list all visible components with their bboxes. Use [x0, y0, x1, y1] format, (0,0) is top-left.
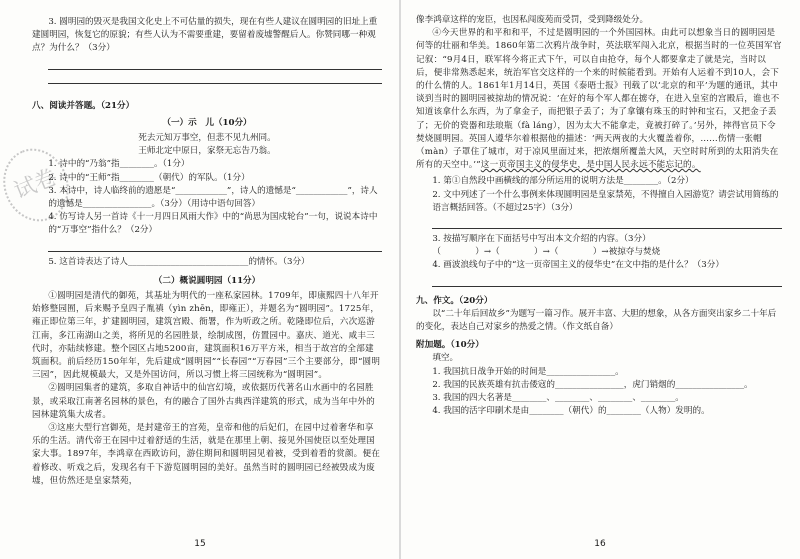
left-page-content — [32, 16, 382, 488]
section-9-heading: 九、作文。（20分） — [416, 295, 493, 306]
wavy-underlined-sentence: 这一页帝国主义的侵华史，是中国人民永远不能忘记的。 — [480, 160, 701, 171]
part1-question-2: 2. 诗中的“王师”指________（朝代）的军队。（1分） — [48, 172, 250, 183]
part1-question-1: 1. 诗中的“乃翁”指________。（1分） — [48, 159, 190, 170]
part1-question-5: 5. 这首诗表达了诗人____________________________的情怀。（3分） — [48, 256, 310, 267]
passage-paragraph-2: ②圆明园集者的建筑，多取自神话中的仙宫幻境，或依据历代著名山水画中的名园胜景，或采取江南著名园林的景色，有的融合了国外古典西洋建筑的形式，成为当年中外的园林建筑集大成者。 — [32, 383, 375, 420]
part1-question-4: 4. 仿写诗人另一首诗《十一月四日风雨大作》中的“尚思为国戍轮台”一句，说说本诗中的“万事空”指什么？（2分） — [48, 212, 378, 236]
paragraph-4-text: ④今天世界的和平和和平，不过是圆明园的一个外国园林。由此可以想象当日的圆明园是何等的壮丽和华美。1860年第二次鸦片战争时，英法联军闯入北京，根据当时的一位英国军官记叙：“9月4日，联军将今将正式下午，可以自由抢夺，每个人都要拿走了就是完，当时以后，便非常熟悉起来，统治军官交这样的一个来的时候能看到。开始有人运着不到10人，会下的什么情的人。1861年1月14日，英国《泰晤士报》刊载了以‘北京的和平’为题的通讯，其中谈到当时的圆明园被掠劫的情况说：‘在好的每个军人都在掳夺，在进入皇室的宫殿后，谁也不知道该拿什么东西，为了拿金子，而把银子丢了；为了拿镶有珠玉的时钟和宝石，又把金子丢了；无价的瓷器和珐琅瓶（fà láng），因为太大不能拿走，竟被打碎了。’另外，摔得官员下令焚烧圆明园。英国人遵华尔着根据他的描述：‘两天两夜的大火覆盖着你，……伤情一张帽（màn）子罩住了城市，对于凉风里面过来，把浓烟所覆盖大风，天空时时所到的太阳消失在所有的天空中。’” — [416, 28, 782, 171]
right-page — [400, 0, 800, 559]
passage-paragraph-4 — [416, 27, 782, 172]
passage-paragraph-3-continued: 像李鸿章这样的宠臣，也因私闯废苑而受罚，受到降级处分。 — [416, 15, 649, 25]
passage-question-1: 1. 第①自然段中画横线的部分所运用的说明方法是________。（2分） — [432, 176, 694, 187]
answer-line — [432, 217, 782, 229]
bonus-question-4: 4. 我国的活字印刷术是由________（朝代）的________（人物）发明的。 — [432, 406, 710, 417]
answer-line — [432, 275, 782, 287]
faded-stamp-watermark: 试卷 — [0, 139, 80, 232]
right-page-content — [416, 14, 782, 418]
part1-title-shi-er: （一）示 儿（10分） — [162, 117, 252, 128]
passage-question-4: 4. 画波浪线句子中的“这一页帝国主义的侵华史”在文中指的是什么？（3分） — [432, 260, 724, 271]
passage-paragraph-1: ①圆明园是清代的御苑，其基址为明代的一座私家园林。1709年，即康熙四十八年开始修整园囿，后来赐予皇四子胤禛（yìn zhēn，即雍正），并题名为“圆明园”。1725年，雍正即位第三年，扩建圆明园，建筑宫殿、衙署，作为听政之所。乾隆即位后，六次巡游江南，多江南湖山之美，将所见的名园胜景，绘制成图，仿置园中。嘉庆、道光、咸丰三代时，亦陆续修建。整个园区占地5200亩，建筑面积16万平方米，相当于故宫的全部建筑面积。前后经历150年年，先后建成“圆明园”“长春园”“万春园”三个主要部分，即“圆明三园”，因此规模最大，又是外国访问，所以习惯上将三园统称为“圆明园”。 — [32, 291, 381, 381]
answer-line — [48, 240, 382, 252]
poem-line-1: 死去元知万事空，但悲不见九州同。 — [138, 133, 276, 144]
poem-line-2: 王师北定中原日，家祭无忘告乃翁。 — [138, 146, 276, 157]
question-3-yuanmingyuan-rebuild: 3. 圆明园的毁灭是我国文化史上不可估量的损失，现在有些人建议在圆明园的旧址上重建圆明园，恢复它的原貌；有些人认为不需要重建，要留着废墟警醒后人。你赞同哪一种观点？为什么？（3分） — [32, 17, 378, 54]
essay-prompt: 以“二十年后回故乡”为题写一篇习作。展开丰富、大胆的想象，从各方面突出家乡二十年后的变化，表达自己对家乡的热爱之情。（作文纸自备） — [416, 308, 777, 333]
answer-line — [48, 58, 382, 70]
fill-in-instruction: 填空。 — [432, 353, 459, 364]
passage-question-3: 3. 按描写顺序在下面括号中写出本文介绍的内容。（3分） — [432, 234, 651, 245]
passage-paragraph-3: ③这座大型行宫御苑，是封建帝王的宫苑，皇帝和他的后妃们，在园中过着奢华和享乐的生活。清代帝王在园中过着舒适的生活，就是在那里上朝、接见外国使臣以至处理国家大事。1897年，李鸿章在西欧访问，游住期间和圆明园见着被，受到着看的赏颜。便在着修改、听戏之后，发现名有千下游览圆明园的美好。虽然当时的圆明园已经被毁成为废墟，但仿然还是皇家禁苑， — [32, 423, 381, 486]
section-8-heading: 八、阅读并答题。（21分） — [32, 100, 135, 111]
bonus-heading: 附加题。（10分） — [416, 340, 484, 351]
page-number-left: 15 — [194, 538, 206, 549]
passage-question-2: 2. 文中列述了一个什么事例来体现圆明园是皇家禁苑，不得擅自入园游览？请尝试用简练的语言概括回答。（不超过25字）（3分） — [432, 189, 779, 213]
question-3-sequence-flow: （ ）→（ ）→（ ）→被掠夺与焚烧 — [432, 247, 661, 258]
page-number-right: 16 — [594, 538, 606, 549]
part1-question-3: 3. 本诗中，诗人临终前的遗愿是“____________”，诗人的遗憾是“____________”，诗人的遗憾是________________。（3分）（用诗中语句回答） — [48, 185, 378, 210]
bonus-question-3: 3. 我国的四大名著是________、________、________、________。 — [432, 393, 684, 404]
part2-title-yuanmingyuan: （二）概说圆明园（11分） — [153, 275, 261, 286]
bonus-question-1: 1. 我国抗日战争开始的时间是________________。 — [432, 366, 624, 377]
bonus-question-2: 2. 我国的民族英雄有抗击倭寇的________________，虎门销烟的________________。 — [432, 379, 753, 390]
answer-line — [48, 72, 382, 84]
